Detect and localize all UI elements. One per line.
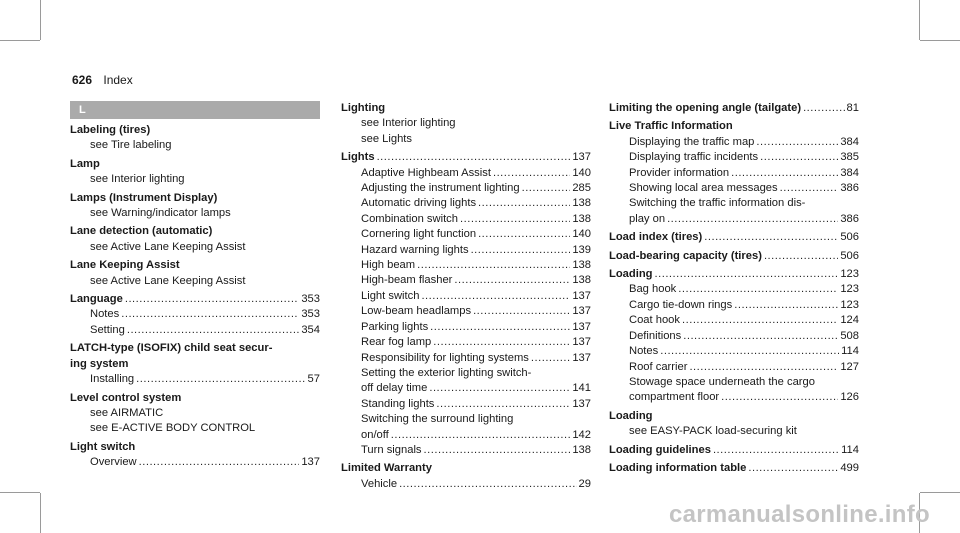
index-entry — [70, 391, 320, 437]
entry-subitem[interactable] — [70, 323, 320, 338]
entry-subitem-text: High-beam flasher — [361, 274, 453, 287]
entry-heading[interactable] — [70, 440, 320, 455]
entry-subitem[interactable] — [70, 455, 320, 470]
page-reference[interactable]: 138 — [572, 197, 591, 210]
page-reference[interactable]: 353 — [301, 308, 320, 321]
entry-subitem-text: see EASY-PACK load-securing kit — [629, 425, 797, 438]
dot-leader — [471, 243, 571, 258]
entry-subitem-text: Setting — [90, 323, 125, 336]
entry-subitem[interactable] — [609, 424, 859, 439]
index-column-2 — [341, 101, 591, 495]
entry-subitem-text: Rear fog lamp — [361, 336, 432, 349]
entry-spacer — [609, 476, 859, 479]
entry-subitem-text: Notes — [629, 345, 659, 358]
entry-subitem-text: see Active Lane Keeping Assist — [90, 274, 246, 287]
dot-leader — [421, 289, 570, 304]
entry-heading[interactable] — [341, 101, 591, 116]
entry-heading[interactable] — [70, 391, 320, 406]
index-entry — [70, 123, 320, 154]
entry-subitem[interactable] — [341, 273, 591, 288]
entry-subitem[interactable] — [70, 274, 320, 289]
entry-subitem-text: Switching the surround lighting — [361, 413, 514, 426]
entry-subitem[interactable] — [609, 344, 859, 359]
dot-leader — [531, 351, 570, 366]
dot-leader — [522, 181, 571, 196]
index-entry — [609, 230, 859, 245]
entry-heading-text: Lighting — [341, 102, 386, 114]
page-reference[interactable]: 141 — [572, 382, 591, 395]
index-entry — [609, 101, 859, 116]
entry-heading-text: Lane Keeping Assist — [70, 259, 180, 272]
page-reference[interactable]: 139 — [572, 243, 591, 256]
index-entry — [609, 267, 859, 406]
entry-heading-text: LATCH-type (ISOFIX) child seat secur- — [70, 342, 273, 355]
page-reference[interactable]: 137 — [572, 320, 591, 333]
entry-heading[interactable] — [609, 267, 859, 282]
dot-leader — [780, 181, 839, 196]
dot-leader — [756, 135, 838, 150]
entry-subitem-text: see Lights — [361, 132, 412, 145]
dot-leader — [731, 166, 838, 181]
entry-subitem[interactable] — [341, 212, 591, 227]
page-reference[interactable]: 127 — [840, 360, 859, 373]
entry-subitem-text: Adaptive Highbeam Assist — [361, 166, 491, 179]
index-entry — [609, 461, 859, 476]
page-reference[interactable]: 386 — [840, 182, 859, 195]
page-reference[interactable]: 384 — [840, 166, 859, 179]
entry-subitem-text: Stowage space underneath the cargo — [629, 375, 815, 388]
entry-heading-text: Light switch — [70, 440, 136, 453]
page-reference[interactable]: 137 — [572, 351, 591, 364]
dot-leader — [473, 304, 570, 319]
page-reference[interactable]: 114 — [841, 443, 859, 456]
entry-subitem[interactable] — [609, 329, 859, 344]
section-letter-bar: L — [70, 101, 320, 119]
entry-heading[interactable] — [609, 461, 859, 476]
page-reference[interactable]: 81 — [846, 102, 859, 114]
entry-subitem-text: Coat hook — [629, 314, 680, 327]
entry-subitem-text: Adjusting the instrument lighting — [361, 182, 520, 195]
entry-subitem[interactable] — [70, 172, 320, 187]
entry-subitem-text: Vehicle — [361, 477, 398, 490]
entry-subitem-text: Switching the traffic information dis- — [629, 197, 806, 210]
page-reference[interactable]: 353 — [301, 293, 320, 306]
entry-subitem[interactable] — [341, 320, 591, 335]
entry-heading-text: Lane detection (automatic) — [70, 225, 213, 238]
entry-heading-text: Loading guidelines — [609, 443, 711, 456]
dot-leader — [721, 390, 838, 405]
entry-heading-text: Loading — [609, 409, 653, 422]
page-reference[interactable]: 123 — [840, 298, 859, 311]
entry-subitem-text: Displaying traffic incidents — [629, 151, 759, 164]
header-title: Index — [103, 73, 133, 87]
entry-subitem[interactable] — [341, 351, 591, 366]
dot-leader — [430, 320, 570, 335]
entry-subitem[interactable] — [341, 227, 591, 242]
index-entry — [609, 249, 859, 264]
entry-subitem[interactable] — [341, 116, 591, 131]
index-entry — [341, 150, 591, 458]
page-reference[interactable]: 354 — [301, 323, 320, 336]
index-entry — [341, 461, 591, 492]
page-number: 626 — [72, 73, 93, 87]
entry-spacer — [70, 471, 320, 474]
entry-heading[interactable] — [70, 341, 320, 356]
index-entry — [70, 440, 320, 471]
entry-heading[interactable] — [341, 461, 591, 476]
dot-leader — [436, 397, 570, 412]
dot-leader — [121, 307, 299, 322]
crop-mark — [920, 40, 960, 41]
dot-leader — [139, 455, 300, 470]
page-reference[interactable]: 123 — [840, 283, 859, 296]
page-reference[interactable]: 138 — [572, 274, 591, 287]
entry-subitem[interactable] — [609, 390, 859, 405]
crop-mark — [40, 493, 41, 533]
page-reference[interactable]: 123 — [840, 268, 859, 281]
entry-heading-text: ing system — [70, 357, 129, 370]
entry-subitem-text: Bag hook — [629, 283, 677, 296]
entry-heading-text: Level control system — [70, 391, 182, 404]
entry-subitem-text: see Tire labeling — [90, 139, 172, 152]
entry-subitem[interactable] — [70, 421, 320, 436]
entry-heading[interactable] — [70, 224, 320, 239]
dot-leader — [655, 267, 839, 282]
entry-subitem-text: Installing — [90, 373, 135, 386]
entry-subitem[interactable] — [341, 412, 591, 427]
entry-subitem[interactable] — [609, 298, 859, 313]
entry-subitem-text: see Active Lane Keeping Assist — [90, 240, 246, 253]
entry-subitem[interactable] — [341, 428, 591, 443]
entry-heading-text: Load index (tires) — [609, 231, 703, 244]
dot-leader — [760, 150, 838, 165]
entry-subitem-text: see Interior lighting — [90, 173, 185, 186]
entry-subitem-text: Cargo tie-down rings — [629, 298, 733, 311]
entry-spacer — [341, 492, 591, 495]
entry-subitem-text: Automatic driving lights — [361, 197, 477, 210]
index-entry — [609, 119, 859, 227]
entry-subitem[interactable] — [609, 360, 859, 375]
entry-subitem[interactable] — [609, 150, 859, 165]
entry-subitem-text: off delay time — [361, 382, 428, 395]
entry-heading[interactable] — [70, 191, 320, 206]
entry-subitem[interactable] — [609, 282, 859, 297]
entry-heading[interactable] — [609, 230, 859, 245]
index-entry — [70, 341, 320, 387]
entry-subitem[interactable] — [341, 181, 591, 196]
entry-subitem[interactable] — [341, 196, 591, 211]
index-entry — [70, 224, 320, 255]
dot-leader — [713, 443, 839, 458]
dot-leader — [493, 166, 570, 181]
entry-subitem-text: Light switch — [361, 289, 420, 302]
dot-leader — [660, 344, 839, 359]
entry-heading-text: Limiting the opening angle (tailgate) — [609, 102, 802, 114]
entry-subitem-text: Roof carrier — [629, 360, 688, 373]
entry-subitem[interactable] — [341, 477, 591, 492]
page-reference[interactable]: 140 — [572, 166, 591, 179]
entry-heading-text: Lights — [341, 151, 375, 164]
entry-heading-text: Loading — [609, 268, 653, 281]
page-reference[interactable]: 126 — [840, 391, 859, 404]
page-reference[interactable]: 138 — [572, 259, 591, 272]
crop-mark — [919, 0, 920, 40]
page-reference[interactable]: 137 — [572, 151, 591, 164]
index-entry — [70, 191, 320, 222]
page-reference[interactable]: 114 — [841, 345, 859, 358]
dot-leader — [433, 335, 570, 350]
dot-leader — [803, 101, 844, 116]
page-reference[interactable]: 137 — [572, 305, 591, 318]
page-reference[interactable]: 142 — [572, 428, 591, 441]
entry-heading-text: Limited Warranty — [341, 462, 432, 475]
page-reference[interactable]: 138 — [572, 212, 591, 225]
page-reference[interactable]: 506 — [840, 231, 859, 244]
dot-leader — [424, 443, 571, 458]
entry-subitem-text: Showing local area messages — [629, 182, 778, 195]
entry-heading-text: Language — [70, 293, 123, 306]
index-column-1 — [70, 101, 320, 474]
entry-heading[interactable] — [341, 150, 591, 165]
entry-heading-text: Lamps (Instrument Display) — [70, 191, 218, 204]
index-column-3 — [609, 101, 859, 479]
entry-subitem[interactable] — [341, 397, 591, 412]
page-reference[interactable]: 384 — [840, 135, 859, 148]
page-reference[interactable]: 138 — [572, 443, 591, 456]
entry-heading[interactable] — [609, 409, 859, 424]
dot-leader — [704, 230, 838, 245]
entry-heading[interactable] — [609, 249, 859, 264]
dot-leader — [454, 273, 570, 288]
entry-subitem-text: Notes — [90, 308, 120, 321]
entry-subitem[interactable] — [609, 196, 859, 211]
entry-subitem-text: see AIRMATIC — [90, 406, 164, 419]
page-reference[interactable]: 124 — [840, 314, 859, 327]
entry-heading-text: Live Traffic Information — [609, 120, 733, 133]
page-reference[interactable]: 137 — [572, 336, 591, 349]
dot-leader — [125, 292, 299, 307]
entry-subitem-text: see Interior lighting — [361, 117, 456, 130]
entry-subitem-text: compartment floor — [629, 391, 720, 404]
entry-subitem-text: Overview — [90, 456, 137, 469]
entry-subitem-text: Setting the exterior lighting switch- — [361, 366, 532, 379]
dot-leader — [127, 323, 299, 338]
entry-subitem[interactable] — [341, 304, 591, 319]
entry-subitem[interactable] — [609, 181, 859, 196]
index-entry — [609, 443, 859, 458]
entry-subitem-text: see Warning/indicator lamps — [90, 207, 231, 220]
entry-subitem[interactable] — [341, 443, 591, 458]
index-entry — [609, 409, 859, 440]
page-header — [72, 73, 133, 87]
index-entry — [70, 258, 320, 289]
entry-subitem[interactable] — [341, 243, 591, 258]
dot-leader — [377, 150, 571, 165]
crop-mark — [0, 492, 40, 493]
entry-heading[interactable] — [70, 357, 320, 372]
entry-heading-text: Load-bearing capacity (tires) — [609, 249, 762, 262]
index-entry — [70, 292, 320, 338]
page-reference[interactable]: 499 — [840, 461, 859, 474]
dot-leader — [478, 196, 570, 211]
dot-leader — [136, 372, 305, 387]
entry-subitem-text: Parking lights — [361, 320, 429, 333]
dot-leader — [391, 428, 571, 443]
entry-subitem[interactable] — [70, 372, 320, 387]
entry-heading[interactable] — [70, 292, 320, 307]
entry-subitem-text: Combination switch — [361, 212, 459, 225]
page-reference[interactable]: 385 — [840, 151, 859, 164]
entry-heading[interactable] — [70, 123, 320, 138]
entry-subitem-text: Cornering light function — [361, 228, 477, 241]
entry-heading[interactable] — [609, 443, 859, 458]
entry-subitem[interactable] — [70, 240, 320, 255]
dot-leader — [678, 282, 838, 297]
entry-heading[interactable] — [609, 101, 859, 116]
entry-subitem-text: Displaying the traffic map — [629, 135, 755, 148]
crop-mark — [0, 40, 40, 41]
entry-subitem-text: Hazard warning lights — [361, 243, 469, 256]
crop-mark — [920, 492, 960, 493]
watermark-text: carmanualsonline.info — [668, 501, 930, 528]
entry-subitem-text: Provider information — [629, 166, 730, 179]
entry-heading-text: Lamp — [70, 157, 100, 170]
entry-subitem[interactable] — [609, 375, 859, 390]
entry-subitem[interactable] — [609, 166, 859, 181]
page-reference[interactable]: 506 — [840, 249, 859, 262]
entry-subitem[interactable] — [341, 166, 591, 181]
dot-leader — [682, 313, 838, 328]
page-reference[interactable]: 137 — [572, 289, 591, 302]
entry-heading-text: Labeling (tires) — [70, 124, 151, 136]
dot-leader — [748, 461, 838, 476]
crop-mark — [40, 0, 41, 40]
page-reference[interactable]: 386 — [840, 212, 859, 225]
dot-leader — [460, 212, 570, 227]
dot-leader — [689, 360, 838, 375]
dot-leader — [417, 258, 570, 273]
entry-subitem[interactable] — [341, 335, 591, 350]
page-reference[interactable]: 29 — [578, 477, 591, 490]
entry-subitem[interactable] — [341, 132, 591, 147]
entry-subitem-text: play on — [629, 212, 666, 225]
entry-subitem-text: on/off — [361, 428, 389, 441]
dot-leader — [478, 227, 570, 242]
entry-subitem[interactable] — [70, 138, 320, 153]
entry-subitem[interactable] — [609, 135, 859, 150]
page-reference[interactable]: 285 — [572, 182, 591, 195]
entry-subitem[interactable] — [341, 381, 591, 396]
entry-subitem[interactable] — [341, 366, 591, 381]
entry-subitem[interactable] — [609, 212, 859, 227]
entry-subitem-text: Standing lights — [361, 397, 435, 410]
dot-leader — [764, 249, 838, 264]
entry-subitem-text: Turn signals — [361, 443, 422, 456]
entry-heading[interactable] — [70, 157, 320, 172]
page-reference[interactable]: 57 — [307, 373, 320, 386]
dot-leader — [429, 381, 570, 396]
entry-heading[interactable] — [70, 258, 320, 273]
dot-leader — [734, 298, 838, 313]
entry-subitem-text: Low-beam headlamps — [361, 305, 472, 318]
page-reference[interactable]: 137 — [301, 456, 320, 469]
dot-leader — [399, 477, 576, 492]
entry-subitem-text: High beam — [361, 259, 416, 272]
page-reference[interactable]: 508 — [840, 329, 859, 342]
page-reference[interactable]: 137 — [572, 397, 591, 410]
page-reference[interactable]: 140 — [572, 228, 591, 241]
index-entry — [341, 101, 591, 147]
dot-leader — [667, 212, 838, 227]
entry-subitem[interactable] — [609, 313, 859, 328]
entry-heading-text: Loading information table — [609, 461, 747, 474]
entry-subitem[interactable] — [70, 307, 320, 322]
entry-subitem-text: Responsibility for lighting systems — [361, 351, 529, 364]
dot-leader — [683, 329, 838, 344]
index-entry — [70, 157, 320, 188]
entry-subitem[interactable] — [341, 258, 591, 273]
entry-subitem-text: see E-ACTIVE BODY CONTROL — [90, 422, 256, 435]
entry-subitem-text: Definitions — [629, 329, 682, 342]
entry-subitem[interactable] — [341, 289, 591, 304]
entry-subitem[interactable] — [70, 206, 320, 221]
entry-subitem[interactable] — [70, 406, 320, 421]
entry-heading[interactable] — [609, 119, 859, 134]
